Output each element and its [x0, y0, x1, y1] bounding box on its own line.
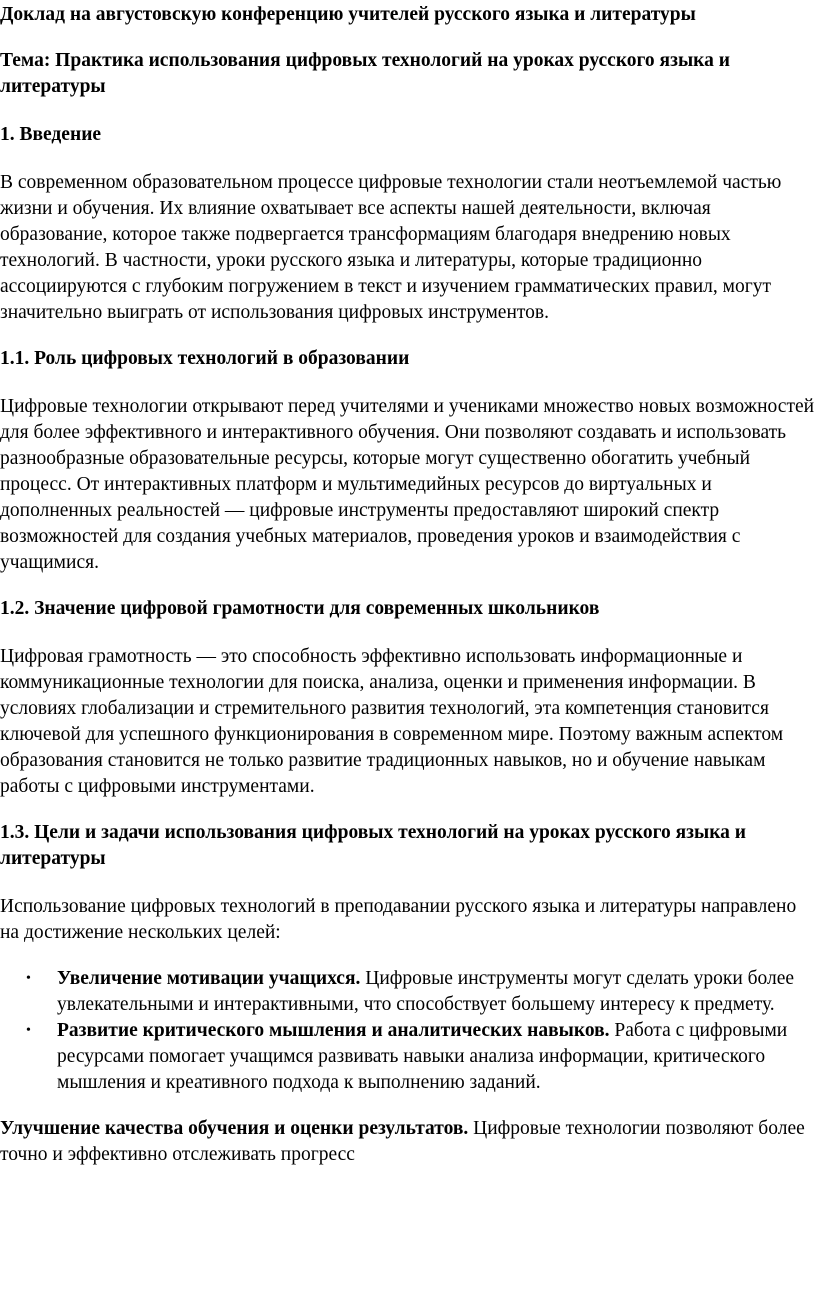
final-paragraph-text: Цифровые технологии позволяют более точно и эффективно отслеживать прогресс: [0, 1118, 805, 1165]
section-paragraph-role: Цифровые технологии открывают перед учителями и учениками множество новых возможностей для более эффективного и интерактивного обучения. Они позволяют создавать и использовать разнообразные образовательные ресурсы, которые могут существенно обогатить учебный процесс. От интерактивных платформ и мультимедийных ресурсов до виртуальных и дополненных реальностей — цифровые инструменты предоставляют широкий спектр возможностей для создания учебных материалов, проведения уроков и взаимодействия с учащимися.: [0, 396, 815, 573]
list-item-bold: Увеличение мотивации учащихся.: [57, 968, 361, 989]
document-title: Доклад на августовскую конференцию учителей русского языка и литературы: [0, 4, 696, 25]
list-item-text: Цифровые инструменты могут сделать уроки более увлекательными и интерактивными, что способствует большему интересу к предмету.: [57, 968, 795, 1015]
list-item: [26, 966, 816, 1018]
section-heading-literacy: 1.2. Значение цифровой грамотности для современных школьников: [0, 598, 600, 619]
section-heading-goals: 1.3. Цели и задачи использования цифровых технологий на уроках русского языка и литературы: [0, 822, 747, 869]
section-paragraph-goals: Использование цифровых технологий в преподавании русского языка и литературы направлено на достижение нескольких целей:: [0, 896, 797, 943]
final-paragraph-bold: Улучшение качества обучения и оценки результатов.: [0, 1118, 469, 1139]
list-item: [26, 1018, 816, 1096]
final-paragraph: [0, 1116, 816, 1168]
section-paragraph-literacy: Цифровая грамотность — это способность эффективно использовать информационные и коммуникационные технологии для поиска, анализа, оценки и применения информации. В условиях глобализации и стремительного развития технологий, эта компетенция становится ключевой для успешного функционирования в современном мире. Поэтому важным аспектом образования становится не только развитие традиционных навыков, но и обучение навыкам работы с цифровыми инструментами.: [0, 646, 784, 797]
bullet-icon: •: [26, 971, 31, 986]
section-heading-role: 1.1. Роль цифровых технологий в образовании: [0, 348, 410, 369]
document-topic: Тема: Практика использования цифровых технологий на уроках русского языка и литературы: [0, 50, 730, 97]
section-heading-intro: 1. Введение: [0, 124, 102, 145]
bullet-icon: •: [26, 1023, 31, 1038]
list-item-bold: Развитие критического мышления и аналитических навыков.: [57, 1020, 610, 1041]
list-item-text: Работа с цифровыми ресурсами помогает учащимся развивать навыки анализа информации, критического мышления и креативного подхода к выполнению заданий.: [57, 1020, 788, 1093]
goals-list: [0, 966, 816, 1096]
section-paragraph-intro: В современном образовательном процессе цифровые технологии стали неотъемлемой частью жизни и обучения. Их влияние охватывает все аспекты нашей деятельности, включая образование, которое также подвергается трансформациям благодаря внедрению новых технологий. В частности, уроки русского языка и литературы, которые традиционно ассоциируются с глубоким погружением в текст и изучением грамматических правил, могут значительно выиграть от использования цифровых инструментов.: [0, 172, 782, 323]
